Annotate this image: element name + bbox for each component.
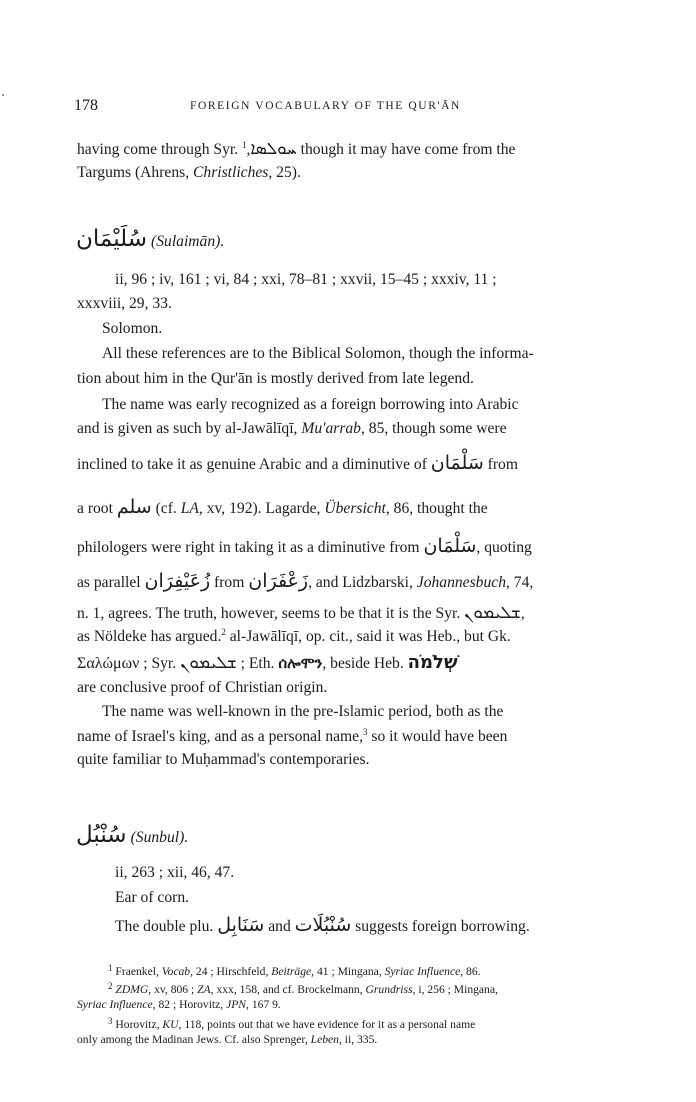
footnote-3-cont: only among the Madinan Jews. Cf. also Sprenger, Leben, ii, 335. [77,1033,378,1046]
paragraph-line: a root سلم (cf. LA, xv, 192). Lagarde, Übersicht, 86, thought the [77,496,488,518]
page-number: 178 [74,97,98,114]
transliteration: (Sulaimān). [151,233,225,250]
entry-heading-sulaiman [76,226,224,252]
syriac-word: ܚܘܠܣܐ [250,139,297,159]
arabic-word: سلم [116,496,152,518]
entry-heading-sunbul [76,822,188,848]
arabic-headword: سُنْبُل [76,822,127,848]
syriac-word: ܫܠܝܡܘܢ [464,603,521,623]
verse-refs: ii, 263 ; xii, 46, 47. [115,864,235,881]
arabic-word: سَنَابِل [217,914,265,936]
arabic-word: زَعْفَرَان [248,570,309,592]
paragraph-line: All these references are to the Biblical Solomon, though the informa- [102,345,534,362]
paragraph-line: are conclusive proof of Christian origin. [77,679,328,696]
running-title: FOREIGN VOCABULARY OF THE QUR'ĀN [190,100,461,112]
paragraph-line: The double plu. سَنَابِل and سُنْبُلَات suggests foreign borrowing. [115,914,530,936]
paragraph-line: The name was well-known in the pre-Islamic period, both as the [102,703,504,720]
transliteration: (Sunbul). [130,829,189,846]
footnote-3: $^3$ Horovitz, KU, 118, points out that we have evidence for it as a personal name [108,1016,476,1031]
intro-line-2: Targums (Ahrens, Christliches, 25). [77,164,301,181]
paragraph-line: tion about him in the Qur'ān is mostly derived from late legend. [77,370,474,387]
paragraph-line: as Nöldeke has argued.$^2$ al-Jawālīqī, op. cit., said it was Heb., but Gk. [77,627,511,645]
paragraph-line: The name was early recognized as a foreign borrowing into Arabic [102,396,519,413]
hebrew-word: שְׁלֹמֹה [407,652,458,673]
footnote-2-cont: Syriac Influence, 82 ; Horovitz, JPN, 167 9. [77,998,281,1011]
paragraph-line: n. 1, agrees. The truth, however, seems to be that it is the Syr. ܫܠܝܡܘܢ, [77,603,525,623]
verse-refs-line-2: xxxviii, 29, 33. [77,295,172,312]
syriac-word: ܫܠܝܡܘܢ [180,653,237,673]
footnote-1: $^1$ Fraenkel, Vocab, 24 ; Hirschfeld, Beiträge, 41 ; Mingana, Syriac Influence, 86. [108,963,481,978]
paragraph-line: as parallel زُعَيْفِرَان from زَعْفَرَان, and Lidzbarski, Johannesbuch, 74, [77,570,534,592]
footnote-2: $^2$ ZDMG, xv, 806 ; ZA, xxx, 158, and cf. Brockelmann, Grundriss, i, 256 ; Mingana, [108,981,498,996]
paragraph-line: inclined to take it as genuine Arabic and a diminutive of سَلْمَان from [77,452,518,474]
gloss: Solomon. [102,320,163,337]
arabic-word: زُعَيْفِرَان [144,570,211,592]
intro-line-1: having come through Syr. ܚܘܠܣܐ,$^1$ though it may have come from the [77,139,516,159]
paragraph-line: philologers were right in taking it as a diminutive from سَلْمَان, quoting [77,535,532,557]
footnote-ref-1: 1 [242,140,247,150]
paragraph-line: name of Israel's king, and as a personal name,$^3$ so it would have been [77,727,508,745]
paragraph-line: Σαλώμων ; Syr. ܫܠܝܡܘܢ ; Eth. ሰሎሞን, beside Heb. שְׁלֹמֹה [77,652,458,673]
verse-refs-line-1: ii, 96 ; iv, 161 ; vi, 84 ; xxi, 78–81 ; xxvii, 15–45 ; xxxiv, 11 ; [115,271,497,288]
arabic-word: سَلْمَان [430,452,484,474]
paragraph-line: and is given as such by al-Jawālīqī, Mu'arrab, 85, though some were [77,420,507,437]
greek-word: Σαλώμων [77,655,140,672]
footnote-ref-2: 2 [221,627,226,637]
gloss: Ear of corn. [115,889,190,906]
arabic-word: سُنْبُلَات [294,914,352,936]
arabic-headword: سُلَيْمَان [76,226,148,252]
arabic-word: سَلْمَان [423,535,477,557]
footnote-ref-3: 3 [363,727,368,737]
scan-margin-mark [2,94,4,96]
ethiopic-word: ሰሎሞን [278,654,323,672]
paragraph-line: quite familiar to Muḥammad's contemporaries. [77,751,370,768]
